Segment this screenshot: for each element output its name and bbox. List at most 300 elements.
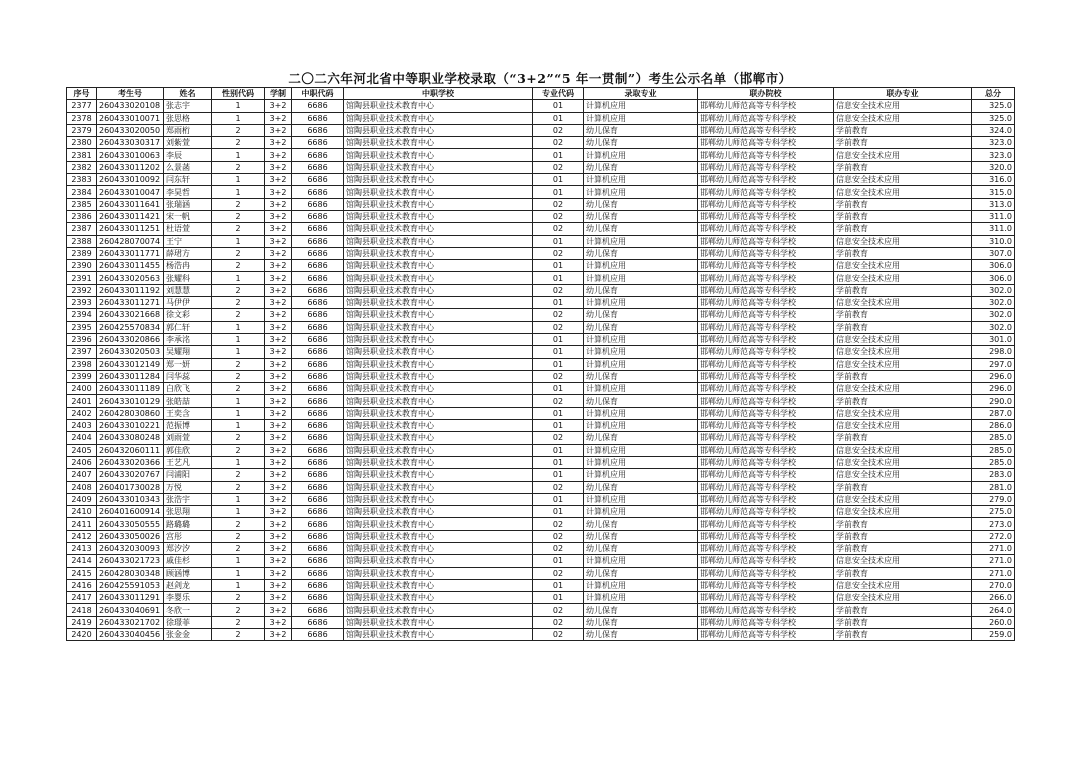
cell-col-seq: 2378	[67, 112, 97, 124]
table-row	[67, 223, 1015, 235]
cell-col-partner-major: 信息安全技术应用	[834, 346, 972, 358]
cell-col-exam-no: 260433011284	[97, 370, 164, 382]
cell-col-seq: 2401	[67, 395, 97, 407]
cell-col-program: 3+2	[265, 100, 292, 112]
cell-col-partner-college: 邯郸幼儿师范高等专科学校	[698, 272, 834, 284]
cell-col-name: 张瑞涵	[164, 198, 212, 210]
cell-col-partner-college: 邯郸幼儿师范高等专科学校	[698, 210, 834, 222]
cell-col-gender-code: 1	[212, 555, 265, 567]
cell-col-major-code: 01	[533, 493, 584, 505]
cell-col-major-code: 02	[533, 481, 584, 493]
cell-col-school: 馆陶县职业技术教育中心	[344, 592, 533, 604]
cell-col-major-code: 01	[533, 186, 584, 198]
cell-col-gender-code: 1	[212, 407, 265, 419]
cell-col-school-code: 6686	[292, 592, 344, 604]
header-col-score: 总分	[972, 88, 1015, 100]
cell-col-partner-major: 学前教育	[834, 137, 972, 149]
cell-col-school-code: 6686	[292, 432, 344, 444]
cell-col-name: 郭佳欣	[164, 444, 212, 456]
cell-col-major-code: 01	[533, 592, 584, 604]
cell-col-exam-no: 260428030348	[97, 567, 164, 579]
cell-col-name: 王奕含	[164, 407, 212, 419]
cell-col-major: 幼儿保育	[584, 616, 698, 628]
cell-col-partner-college: 邯郸幼儿师范高等专科学校	[698, 124, 834, 136]
cell-col-major-code: 02	[533, 395, 584, 407]
cell-col-program: 3+2	[265, 469, 292, 481]
cell-col-gender-code: 1	[212, 420, 265, 432]
table-row	[67, 210, 1015, 222]
table-row	[67, 100, 1015, 112]
cell-col-partner-major: 信息安全技术应用	[834, 420, 972, 432]
cell-col-school: 馆陶县职业技术教育中心	[344, 604, 533, 616]
cell-col-partner-major: 信息安全技术应用	[834, 358, 972, 370]
cell-col-seq: 2399	[67, 370, 97, 382]
cell-col-major-code: 02	[533, 370, 584, 382]
cell-col-school-code: 6686	[292, 616, 344, 628]
cell-col-gender-code: 1	[212, 112, 265, 124]
table-row	[67, 161, 1015, 173]
cell-col-partner-major: 学前教育	[834, 629, 972, 641]
cell-col-score: 325.0	[972, 112, 1015, 124]
cell-col-exam-no: 260433010129	[97, 395, 164, 407]
cell-col-program: 3+2	[265, 297, 292, 309]
cell-col-score: 273.0	[972, 518, 1015, 530]
cell-col-school: 馆陶县职业技术教育中心	[344, 420, 533, 432]
cell-col-partner-college: 邯郸幼儿师范高等专科学校	[698, 616, 834, 628]
cell-col-seq: 2407	[67, 469, 97, 481]
table-row	[67, 481, 1015, 493]
cell-col-partner-major: 信息安全技术应用	[834, 333, 972, 345]
cell-col-major-code: 01	[533, 235, 584, 247]
cell-col-major: 幼儿保育	[584, 309, 698, 321]
cell-col-school: 馆陶县职业技术教育中心	[344, 629, 533, 641]
cell-col-school: 馆陶县职业技术教育中心	[344, 530, 533, 542]
cell-col-seq: 2400	[67, 383, 97, 395]
cell-col-major: 计算机应用	[584, 358, 698, 370]
cell-col-score: 325.0	[972, 100, 1015, 112]
cell-col-major-code: 02	[533, 247, 584, 259]
cell-col-exam-no: 260433040456	[97, 629, 164, 641]
cell-col-seq: 2390	[67, 260, 97, 272]
cell-col-partner-college: 邯郸幼儿师范高等专科学校	[698, 358, 834, 370]
table-row	[67, 506, 1015, 518]
cell-col-major-code: 01	[533, 260, 584, 272]
cell-col-exam-no: 260428070074	[97, 235, 164, 247]
cell-col-program: 3+2	[265, 223, 292, 235]
cell-col-program: 3+2	[265, 518, 292, 530]
cell-col-seq: 2380	[67, 137, 97, 149]
table-row	[67, 432, 1015, 444]
cell-col-school: 馆陶县职业技术教育中心	[344, 198, 533, 210]
table-row	[67, 186, 1015, 198]
cell-col-gender-code: 2	[212, 616, 265, 628]
cell-col-partner-major: 学前教育	[834, 210, 972, 222]
cell-col-name: 张耀科	[164, 272, 212, 284]
cell-col-score: 290.0	[972, 395, 1015, 407]
cell-col-school: 馆陶县职业技术教育中心	[344, 555, 533, 567]
cell-col-school: 馆陶县职业技术教育中心	[344, 333, 533, 345]
cell-col-partner-major: 信息安全技术应用	[834, 235, 972, 247]
cell-col-partner-college: 邯郸幼儿师范高等专科学校	[698, 567, 834, 579]
cell-col-score: 287.0	[972, 407, 1015, 419]
cell-col-partner-major: 学前教育	[834, 518, 972, 530]
cell-col-gender-code: 2	[212, 247, 265, 259]
cell-col-partner-college: 邯郸幼儿师范高等专科学校	[698, 186, 834, 198]
cell-col-partner-major: 学前教育	[834, 567, 972, 579]
cell-col-major: 计算机应用	[584, 407, 698, 419]
cell-col-name: 徐璟菲	[164, 616, 212, 628]
cell-col-school-code: 6686	[292, 493, 344, 505]
cell-col-major: 幼儿保育	[584, 321, 698, 333]
table-row	[67, 383, 1015, 395]
cell-col-partner-college: 邯郸幼儿师范高等专科学校	[698, 137, 834, 149]
cell-col-school-code: 6686	[292, 100, 344, 112]
cell-col-partner-college: 邯郸幼儿师范高等专科学校	[698, 493, 834, 505]
table-row	[67, 493, 1015, 505]
table-row	[67, 272, 1015, 284]
cell-col-school-code: 6686	[292, 198, 344, 210]
cell-col-program: 3+2	[265, 284, 292, 296]
header-col-name: 姓名	[164, 88, 212, 100]
table-row	[67, 247, 1015, 259]
cell-col-seq: 2409	[67, 493, 97, 505]
cell-col-school: 馆陶县职业技术教育中心	[344, 542, 533, 554]
table-row	[67, 592, 1015, 604]
cell-col-school-code: 6686	[292, 161, 344, 173]
cell-col-school: 馆陶县职业技术教育中心	[344, 174, 533, 186]
cell-col-major-code: 02	[533, 616, 584, 628]
cell-col-name: 冬欣一	[164, 604, 212, 616]
cell-col-program: 3+2	[265, 493, 292, 505]
cell-col-partner-college: 邯郸幼儿师范高等专科学校	[698, 444, 834, 456]
cell-col-partner-college: 邯郸幼儿师范高等专科学校	[698, 223, 834, 235]
cell-col-school: 馆陶县职业技术教育中心	[344, 346, 533, 358]
cell-col-partner-college: 邯郸幼儿师范高等专科学校	[698, 174, 834, 186]
cell-col-program: 3+2	[265, 456, 292, 468]
cell-col-school-code: 6686	[292, 247, 344, 259]
cell-col-score: 271.0	[972, 542, 1015, 554]
cell-col-score: 285.0	[972, 456, 1015, 468]
cell-col-gender-code: 1	[212, 346, 265, 358]
cell-col-score: 302.0	[972, 321, 1015, 333]
cell-col-exam-no: 260433011189	[97, 383, 164, 395]
cell-col-school: 馆陶县职业技术教育中心	[344, 210, 533, 222]
cell-col-gender-code: 1	[212, 579, 265, 591]
table-row	[67, 358, 1015, 370]
cell-col-partner-college: 邯郸幼儿师范高等专科学校	[698, 333, 834, 345]
cell-col-name: 郑汐汐	[164, 542, 212, 554]
cell-col-partner-major: 信息安全技术应用	[834, 456, 972, 468]
cell-col-exam-no: 260433010092	[97, 174, 164, 186]
cell-col-name: 张皓喆	[164, 395, 212, 407]
cell-col-major: 幼儿保育	[584, 223, 698, 235]
cell-col-school-code: 6686	[292, 506, 344, 518]
cell-col-major-code: 01	[533, 444, 584, 456]
cell-col-school: 馆陶县职业技术教育中心	[344, 284, 533, 296]
cell-col-school: 馆陶县职业技术教育中心	[344, 321, 533, 333]
cell-col-school-code: 6686	[292, 235, 344, 247]
cell-col-major-code: 02	[533, 321, 584, 333]
table-row	[67, 518, 1015, 530]
cell-col-gender-code: 1	[212, 456, 265, 468]
cell-col-partner-major: 学前教育	[834, 309, 972, 321]
cell-col-program: 3+2	[265, 272, 292, 284]
cell-col-major: 幼儿保育	[584, 432, 698, 444]
cell-col-gender-code: 1	[212, 174, 265, 186]
cell-col-name: 白欣飞	[164, 383, 212, 395]
cell-col-partner-college: 邯郸幼儿师范高等专科学校	[698, 260, 834, 272]
cell-col-gender-code: 1	[212, 186, 265, 198]
cell-col-school-code: 6686	[292, 579, 344, 591]
cell-col-school-code: 6686	[292, 629, 344, 641]
cell-col-school: 馆陶县职业技术教育中心	[344, 579, 533, 591]
cell-col-program: 3+2	[265, 420, 292, 432]
cell-col-school: 馆陶县职业技术教育中心	[344, 272, 533, 284]
cell-col-partner-college: 邯郸幼儿师范高等专科学校	[698, 112, 834, 124]
cell-col-seq: 2398	[67, 358, 97, 370]
cell-col-gender-code: 2	[212, 260, 265, 272]
cell-col-seq: 2393	[67, 297, 97, 309]
cell-col-school: 馆陶县职业技术教育中心	[344, 223, 533, 235]
table-row	[67, 456, 1015, 468]
cell-col-name: 王宁	[164, 235, 212, 247]
cell-col-program: 3+2	[265, 444, 292, 456]
cell-col-school: 馆陶县职业技术教育中心	[344, 149, 533, 161]
cell-col-seq: 2413	[67, 542, 97, 554]
cell-col-name: 刘雨萱	[164, 432, 212, 444]
cell-col-exam-no: 260433011421	[97, 210, 164, 222]
cell-col-school-code: 6686	[292, 407, 344, 419]
cell-col-program: 3+2	[265, 542, 292, 554]
cell-col-partner-major: 信息安全技术应用	[834, 272, 972, 284]
cell-col-partner-college: 邯郸幼儿师范高等专科学校	[698, 518, 834, 530]
table-row	[67, 333, 1015, 345]
cell-col-score: 307.0	[972, 247, 1015, 259]
cell-col-seq: 2406	[67, 456, 97, 468]
cell-col-school: 馆陶县职业技术教育中心	[344, 444, 533, 456]
cell-col-major: 计算机应用	[584, 456, 698, 468]
cell-col-seq: 2404	[67, 432, 97, 444]
cell-col-school: 馆陶县职业技术教育中心	[344, 469, 533, 481]
cell-col-school-code: 6686	[292, 333, 344, 345]
cell-col-gender-code: 2	[212, 383, 265, 395]
table-row	[67, 629, 1015, 641]
cell-col-seq: 2402	[67, 407, 97, 419]
cell-col-partner-college: 邯郸幼儿师范高等专科学校	[698, 161, 834, 173]
cell-col-gender-code: 2	[212, 370, 265, 382]
cell-col-partner-major: 信息安全技术应用	[834, 444, 972, 456]
cell-col-seq: 2386	[67, 210, 97, 222]
table-row	[67, 395, 1015, 407]
cell-col-major-code: 01	[533, 297, 584, 309]
cell-col-partner-major: 学前教育	[834, 542, 972, 554]
cell-col-major: 计算机应用	[584, 174, 698, 186]
cell-col-partner-major: 学前教育	[834, 481, 972, 493]
table-row	[67, 555, 1015, 567]
cell-col-partner-major: 学前教育	[834, 604, 972, 616]
cell-col-score: 315.0	[972, 186, 1015, 198]
table-row	[67, 284, 1015, 296]
cell-col-school-code: 6686	[292, 346, 344, 358]
cell-col-exam-no: 260433020767	[97, 469, 164, 481]
cell-col-major-code: 02	[533, 124, 584, 136]
cell-col-program: 3+2	[265, 198, 292, 210]
cell-col-gender-code: 2	[212, 161, 265, 173]
cell-col-score: 323.0	[972, 137, 1015, 149]
cell-col-exam-no: 260433012149	[97, 358, 164, 370]
cell-col-school-code: 6686	[292, 186, 344, 198]
cell-col-major-code: 02	[533, 284, 584, 296]
table-row	[67, 542, 1015, 554]
table-row	[67, 235, 1015, 247]
cell-col-seq: 2381	[67, 149, 97, 161]
cell-col-exam-no: 260433021702	[97, 616, 164, 628]
cell-col-gender-code: 2	[212, 198, 265, 210]
cell-col-school: 馆陶县职业技术教育中心	[344, 518, 533, 530]
cell-col-program: 3+2	[265, 579, 292, 591]
cell-col-program: 3+2	[265, 395, 292, 407]
cell-col-name: 马伊伊	[164, 297, 212, 309]
cell-col-partner-college: 邯郸幼儿师范高等专科学校	[698, 506, 834, 518]
cell-col-score: 270.0	[972, 579, 1015, 591]
cell-col-name: 李承洺	[164, 333, 212, 345]
cell-col-major: 计算机应用	[584, 469, 698, 481]
cell-col-score: 283.0	[972, 469, 1015, 481]
cell-col-seq: 2387	[67, 223, 97, 235]
cell-col-gender-code: 2	[212, 629, 265, 641]
cell-col-major-code: 02	[533, 137, 584, 149]
cell-col-score: 311.0	[972, 210, 1015, 222]
cell-col-name: 杜语萱	[164, 223, 212, 235]
cell-col-school-code: 6686	[292, 297, 344, 309]
cell-col-major: 幼儿保育	[584, 284, 698, 296]
cell-col-gender-code: 1	[212, 333, 265, 345]
cell-col-gender-code: 2	[212, 297, 265, 309]
cell-col-partner-college: 邯郸幼儿师范高等专科学校	[698, 592, 834, 604]
cell-col-program: 3+2	[265, 309, 292, 321]
cell-col-school-code: 6686	[292, 444, 344, 456]
cell-col-major-code: 01	[533, 272, 584, 284]
cell-col-partner-major: 信息安全技术应用	[834, 555, 972, 567]
header-col-exam-no: 考生号	[97, 88, 164, 100]
cell-col-partner-major: 信息安全技术应用	[834, 469, 972, 481]
cell-col-gender-code: 1	[212, 506, 265, 518]
cell-col-name: 李辰	[164, 149, 212, 161]
cell-col-seq: 2389	[67, 247, 97, 259]
cell-col-partner-college: 邯郸幼儿师范高等专科学校	[698, 284, 834, 296]
cell-col-major: 幼儿保育	[584, 567, 698, 579]
cell-col-name: 么景菡	[164, 161, 212, 173]
cell-col-program: 3+2	[265, 481, 292, 493]
cell-col-exam-no: 260433020563	[97, 272, 164, 284]
cell-col-seq: 2420	[67, 629, 97, 641]
table-row	[67, 174, 1015, 186]
cell-col-program: 3+2	[265, 370, 292, 382]
cell-col-exam-no: 260433011771	[97, 247, 164, 259]
cell-col-major: 计算机应用	[584, 346, 698, 358]
cell-col-major-code: 02	[533, 604, 584, 616]
cell-col-seq: 2412	[67, 530, 97, 542]
header-col-program: 学制	[265, 88, 292, 100]
cell-col-major: 幼儿保育	[584, 542, 698, 554]
cell-col-major-code: 02	[533, 629, 584, 641]
cell-col-program: 3+2	[265, 629, 292, 641]
cell-col-gender-code: 2	[212, 592, 265, 604]
cell-col-school: 馆陶县职业技术教育中心	[344, 112, 533, 124]
cell-col-gender-code: 2	[212, 124, 265, 136]
cell-col-major: 幼儿保育	[584, 198, 698, 210]
cell-col-major: 计算机应用	[584, 383, 698, 395]
cell-col-school-code: 6686	[292, 284, 344, 296]
cell-col-major-code: 01	[533, 358, 584, 370]
cell-col-exam-no: 260401730028	[97, 481, 164, 493]
cell-col-program: 3+2	[265, 260, 292, 272]
cell-col-major: 计算机应用	[584, 297, 698, 309]
cell-col-school: 馆陶县职业技术教育中心	[344, 186, 533, 198]
cell-col-name: 闫浦阳	[164, 469, 212, 481]
cell-col-name: 范振博	[164, 420, 212, 432]
cell-col-exam-no: 260433030317	[97, 137, 164, 149]
table-row	[67, 530, 1015, 542]
cell-col-partner-college: 邯郸幼儿师范高等专科学校	[698, 309, 834, 321]
cell-col-score: 279.0	[972, 493, 1015, 505]
cell-col-major: 幼儿保育	[584, 518, 698, 530]
cell-col-school: 馆陶县职业技术教育中心	[344, 247, 533, 259]
table-body	[67, 100, 1015, 641]
cell-col-seq: 2379	[67, 124, 97, 136]
cell-col-exam-no: 260433050026	[97, 530, 164, 542]
cell-col-exam-no: 260433021668	[97, 309, 164, 321]
cell-col-score: 311.0	[972, 223, 1015, 235]
cell-col-partner-major: 学前教育	[834, 432, 972, 444]
cell-col-name: 宫彤	[164, 530, 212, 542]
cell-col-partner-college: 邯郸幼儿师范高等专科学校	[698, 247, 834, 259]
cell-col-major: 幼儿保育	[584, 161, 698, 173]
cell-col-seq: 2388	[67, 235, 97, 247]
cell-col-partner-major: 信息安全技术应用	[834, 407, 972, 419]
cell-col-major: 计算机应用	[584, 235, 698, 247]
table-row	[67, 137, 1015, 149]
cell-col-school-code: 6686	[292, 223, 344, 235]
cell-col-partner-college: 邯郸幼儿师范高等专科学校	[698, 481, 834, 493]
cell-col-gender-code: 1	[212, 272, 265, 284]
cell-col-exam-no: 260433040691	[97, 604, 164, 616]
cell-col-partner-college: 邯郸幼儿师范高等专科学校	[698, 420, 834, 432]
table-row	[67, 260, 1015, 272]
cell-col-score: 324.0	[972, 124, 1015, 136]
admission-table	[66, 87, 1015, 641]
cell-col-major: 幼儿保育	[584, 370, 698, 382]
cell-col-gender-code: 2	[212, 481, 265, 493]
header-col-partner-major: 联办专业	[834, 88, 972, 100]
cell-col-score: 281.0	[972, 481, 1015, 493]
cell-col-major-code: 01	[533, 346, 584, 358]
cell-col-seq: 2411	[67, 518, 97, 530]
cell-col-major: 幼儿保育	[584, 629, 698, 641]
cell-col-major-code: 02	[533, 223, 584, 235]
cell-col-score: 310.0	[972, 235, 1015, 247]
cell-col-school-code: 6686	[292, 456, 344, 468]
cell-col-major: 幼儿保育	[584, 124, 698, 136]
cell-col-score: 296.0	[972, 383, 1015, 395]
cell-col-exam-no: 260432030093	[97, 542, 164, 554]
cell-col-program: 3+2	[265, 174, 292, 186]
cell-col-exam-no: 260433080248	[97, 432, 164, 444]
table-row	[67, 124, 1015, 136]
cell-col-school: 馆陶县职业技术教育中心	[344, 395, 533, 407]
cell-col-partner-major: 学前教育	[834, 530, 972, 542]
cell-col-school-code: 6686	[292, 112, 344, 124]
